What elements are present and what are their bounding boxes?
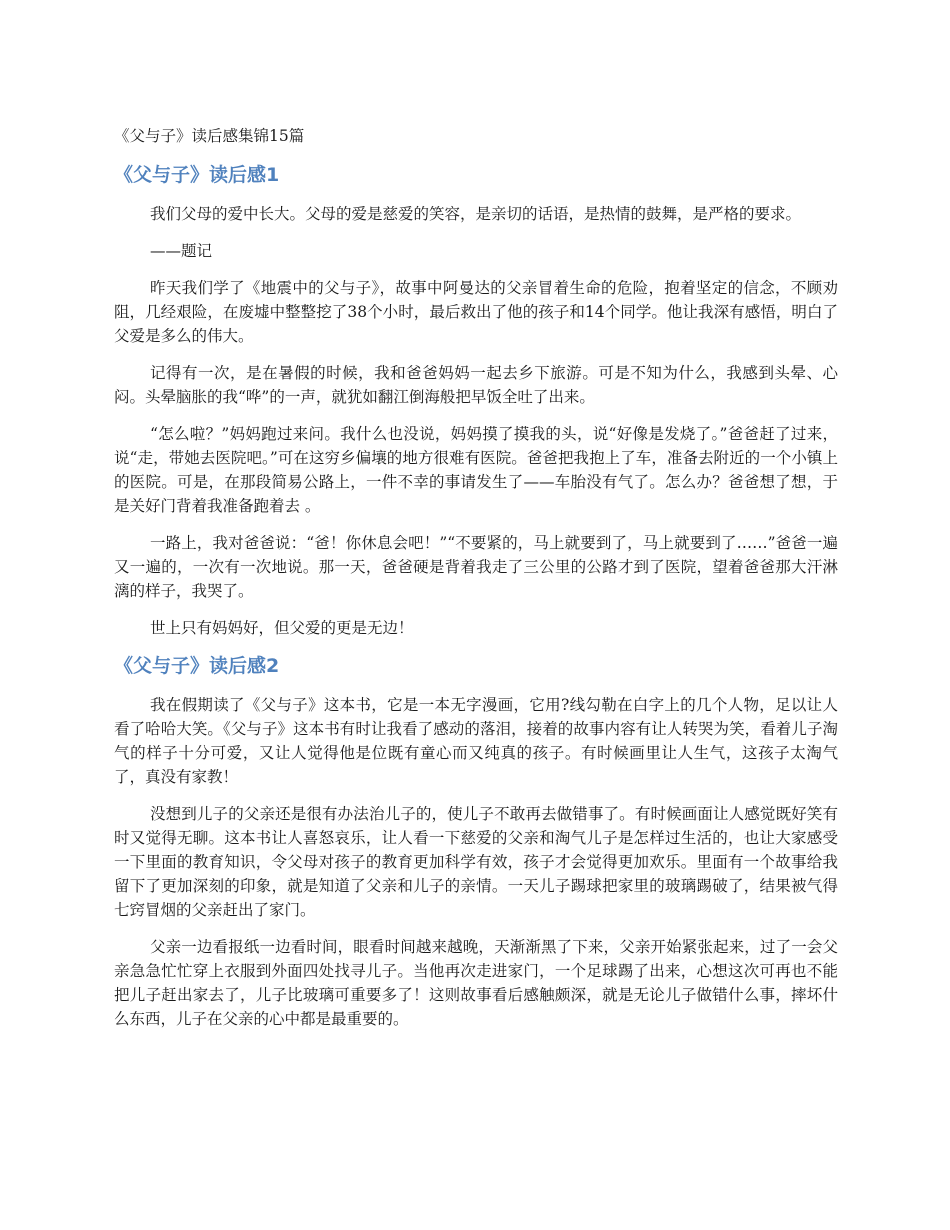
paragraph: “怎么啦？”妈妈跑过来问。我什么也没说，妈妈摸了摸我的头，说“好像是发烧了。”爸爸赶了过来，说“走，带她去医院吧。”可在这穷乡偏壤的地方很难有医院。爸爸把我抱上了车，准备去附近的一个小镇上的医院。可是，在那段简易公路上，一件不幸的事请发生了——车胎没有气了。怎么办？爸爸想了想，于是关好门背着我准备跑着去 。: [114, 425, 838, 515]
paragraph: 记得有一次，是在暑假的时候，我和爸爸妈妈一起去乡下旅游。可是不知为什么，我感到头晕、心闷。头晕脑胀的我“哗”的一声，就犹如翻江倒海般把早饭全吐了出来。: [114, 364, 838, 406]
paragraph: 没想到儿子的父亲还是很有办法治儿子的，使儿子不敢再去做错事了。有时候画面让人感觉既好笑有时又觉得无聊。这本书让人喜怒哀乐，让人看一下慈爱的父亲和淘气儿子是怎样过生活的，也让大家感受一下里面的教育知识，令父母对孩子的教育更加科学有效，孩子才会觉得更加欢乐。里面有一个故事给我留下了更加深刻的印象，就是知道了父亲和儿子的亲情。一天儿子踢球把家里的玻璃踢破了，结果被气得七窍冒烟的父亲赶出了家门。: [114, 805, 838, 919]
paragraph: 昨天我们学了《地震中的父与子》，故事中阿曼达的父亲冒着生命的危险，抱着坚定的信念，不顾劝阻，几经艰险，在废墟中整整挖了38个小时，最后救出了他的孩子和14个同学。他让我深有感悟，明白了父爱是多么的伟大。: [114, 279, 838, 345]
document-title: 《父与子》读后感集锦15篇: [114, 127, 305, 145]
document-page: [114, 124, 838, 1044]
paragraph: 我们父母的爱中长大。父母的爱是慈爱的笑容，是亲切的话语，是热情的鼓舞，是严格的要求。: [150, 205, 802, 223]
paragraph: 一路上，我对爸爸说：“爸！你休息会吧！”“不要紧的，马上就要到了，马上就要到了……”爸爸一遍又一遍的，一次有一次地说。那一天，爸爸硬是背着我走了三公里的公路才到了医院，望着爸爸那大汗淋漓的样子，我哭了。: [114, 534, 838, 600]
section-2: [114, 653, 838, 1031]
section-heading: 《父与子》读后感2: [114, 655, 280, 677]
paragraph: 我在假期读了《父与子》这本书，它是一本无字漫画，它用?线勾勒在白字上的几个人物，足以让人看了哈哈大笑。《父与子》这本书有时让我看了感动的落泪，接着的故事内容有让人转哭为笑，看着儿子淘气的样子十分可爱，又让人觉得他是位既有童心而又纯真的孩子。有时候画里让人生气，这孩子太淘气了，真没有家教！: [114, 696, 838, 786]
section-1: [114, 162, 838, 640]
paragraph-epigraph: ——题记: [150, 242, 213, 260]
section-heading: 《父与子》读后感1: [114, 164, 280, 186]
paragraph: 父亲一边看报纸一边看时间，眼看时间越来越晚，天渐渐黑了下来，父亲开始紧张起来，过了一会父亲急急忙忙穿上衣服到外面四处找寻儿子。当他再次走进家门，一个足球踢了出来，心想这次可再也不能把儿子赶出家去了，儿子比玻璃可重要多了！这则故事看后感触颇深，就是无论儿子做错什么事，摔坏什么东西，儿子在父亲的心中都是最重要的。: [114, 938, 838, 1028]
paragraph: 世上只有妈妈好，但父爱的更是无边！: [150, 619, 414, 637]
